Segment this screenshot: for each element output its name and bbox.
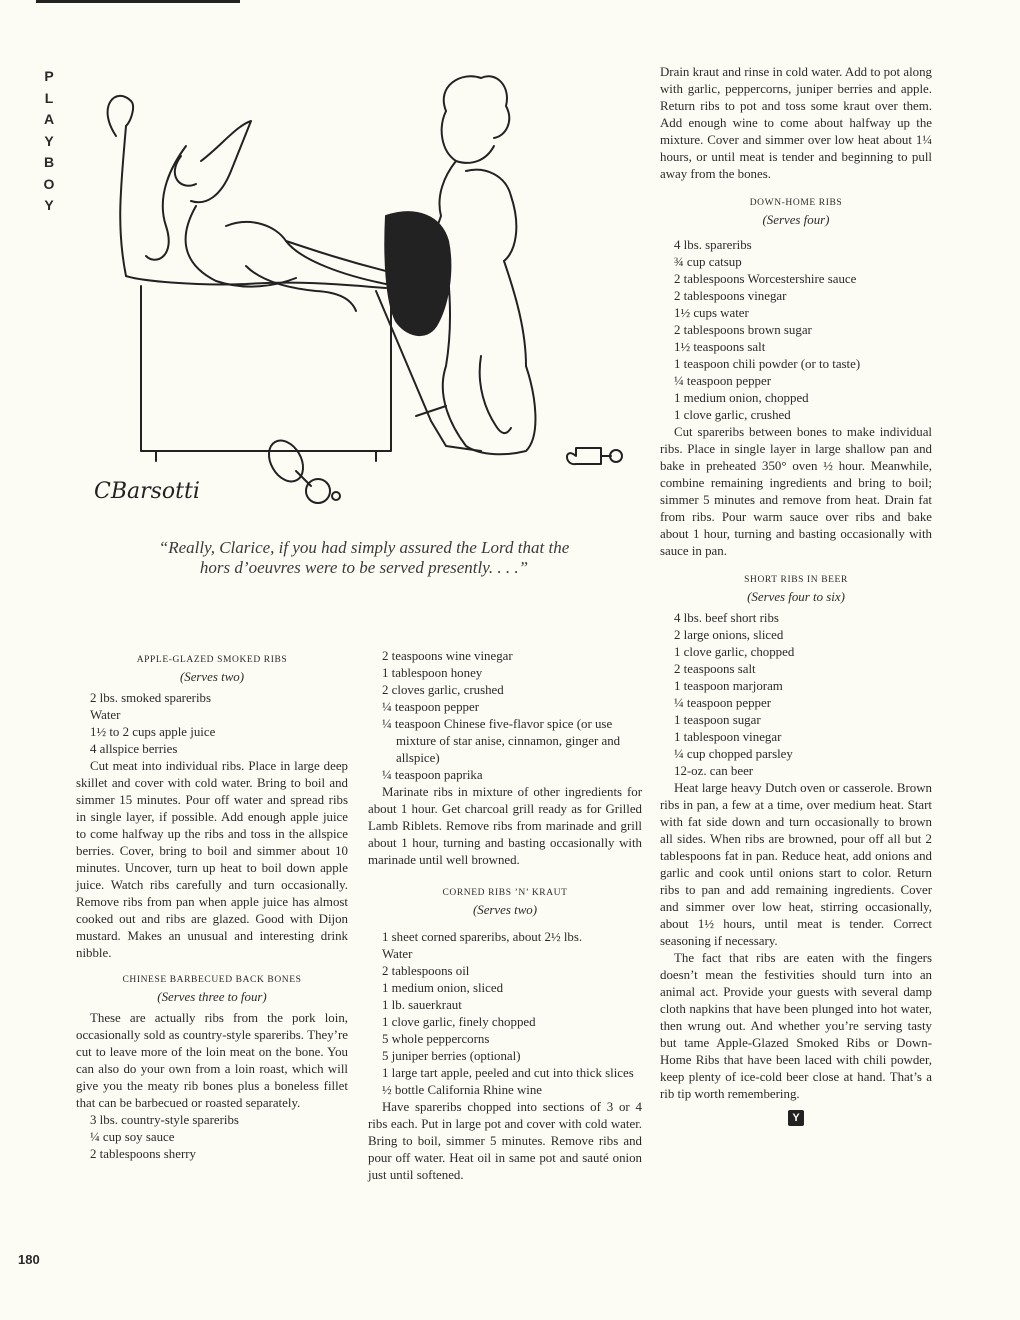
ingredient-list — [660, 237, 932, 424]
ingredient-item: ¼ teaspoon pepper — [674, 374, 772, 388]
recipe-serves: (Serves four) — [762, 213, 830, 227]
closing-paragraph: The fact that ribs are eaten with the fingers doesn’t mean the festivities should turn into an animal act. Provide your guests with several damp cloth napkins that have been plunged into hot water, then wrung out. And whether you’re serving tasty but tame Apple-Glazed Smoked Ribs or Down-Home Ribs that have been laced with chili powder, keep plenty of ice-cold beer close at hand. That’s a rib tip worth remembering. — [660, 951, 932, 1101]
ingredient-item: 1 medium onion, chopped — [674, 391, 809, 405]
ingredient-item: 1½ teaspoons salt — [674, 340, 766, 354]
ingredient-list — [368, 929, 642, 1099]
ingredient-item: 2 teaspoons salt — [674, 662, 756, 676]
recipe-serves: (Serves four to six) — [747, 590, 845, 604]
ingredient-item: ¼ teaspoon pepper — [674, 696, 772, 710]
cartoon-caption: “Really, Clarice, if you had simply assured the Lord that the hors d’oeuvres were to be served presently. . . .” — [158, 538, 570, 577]
ingredient-item: 4 lbs. beef short ribs — [674, 611, 779, 625]
end-mark-icon: Y — [788, 1110, 804, 1126]
ingredient-list — [368, 648, 642, 784]
column-2 — [368, 648, 642, 1184]
artist-signature: CBarsotti — [94, 479, 200, 504]
ingredient-item: 1 sheet corned spareribs, about 2½ lbs. — [382, 930, 583, 944]
ingredient-item: 1 teaspoon chili powder (or to taste) — [674, 357, 861, 371]
recipe-method: Cut spareribs between bones to make individual ribs. Place in single layer in large shallow pan and bake in preheated 350° oven ½ hour. Meanwhile, combine remaining ingredients and bring to boil; simmer 5 minutes and remove from heat. Drain fat from ribs. Pour warm sauce over ribs and bake about 1 hour, turning and basting occasionally with sauce in pan. — [660, 425, 932, 558]
recipe-serves: (Serves two) — [472, 903, 538, 917]
ingredient-item: ¼ cup soy sauce — [90, 1130, 175, 1144]
ingredient-item: ¾ cup catsup — [674, 255, 742, 269]
recipe-intro: These are actually ribs from the pork loin, occasionally sold as country-style spareribs. They’re cut to leave more of the loin meat on the bone. You can also do your own from a loin roast, which will give you the meaty rib bones plus a boneless fillet that can be barbecued or roasted separately. — [76, 1011, 348, 1110]
ingredient-item: ¼ teaspoon paprika — [382, 768, 483, 782]
recipe-title: CHINESE BARBECUED BACK BONES — [122, 975, 302, 985]
ingredient-item: 1 teaspoon sugar — [674, 713, 761, 727]
ingredient-item: 5 whole peppercorns — [382, 1032, 490, 1046]
ingredient-item: 2 large onions, sliced — [674, 628, 784, 642]
ingredient-item: 2 tablespoons vinegar — [674, 289, 787, 303]
ingredient-item: 4 allspice berries — [90, 742, 178, 756]
ingredient-list — [76, 1112, 348, 1163]
ingredient-item: 2 tablespoons brown sugar — [674, 323, 812, 337]
ingredient-item: 12-oz. can beer — [674, 764, 754, 778]
top-rule — [36, 0, 240, 3]
recipe-serves: (Serves two) — [179, 670, 245, 684]
recipe-title: CORNED RIBS ’N’ KRAUT — [442, 888, 568, 898]
ingredient-list — [660, 610, 932, 780]
ingredient-item: 1 clove garlic, finely chopped — [382, 1015, 536, 1029]
ingredient-item: 3 lbs. country-style spareribs — [90, 1113, 239, 1127]
ingredient-item: 1 tablespoon vinegar — [674, 730, 782, 744]
ingredient-item: Water — [90, 708, 121, 722]
ingredient-item: 1 tablespoon honey — [382, 666, 483, 680]
recipe-method: Have spareribs chopped into sections of 3 or 4 ribs each. Put in large pot and cover with cold water. Bring to boil, simmer 5 minutes. Remove ribs and pour off water. Heat oil in same pot and sauté onion just until softened. — [368, 1100, 642, 1182]
ingredient-item: ¼ teaspoon Chinese five-flavor spice (or use mixture of star anise, cinnamon, ginger and allspice) — [382, 717, 621, 765]
column-1 — [76, 648, 348, 1163]
ingredient-list — [76, 690, 348, 758]
ingredient-item: 5 juniper berries (optional) — [382, 1049, 521, 1063]
page-number: 180 — [18, 1252, 40, 1267]
column-3 — [660, 64, 932, 1126]
ingredient-item: 4 lbs. spareribs — [674, 238, 752, 252]
recipe-title: SHORT RIBS IN BEER — [744, 575, 848, 585]
ingredient-item: 2 tablespoons Worcestershire sauce — [674, 272, 857, 286]
ingredient-item: ½ bottle California Rhine wine — [382, 1083, 543, 1097]
ingredient-item: 2 cloves garlic, crushed — [382, 683, 504, 697]
ingredient-item: 1 medium onion, sliced — [382, 981, 504, 995]
ingredient-item: 1 large tart apple, peeled and cut into thick slices — [382, 1066, 634, 1080]
ingredient-item: 1 clove garlic, chopped — [674, 645, 795, 659]
ingredient-item: 1 teaspoon marjoram — [674, 679, 783, 693]
recipe-title: APPLE-GLAZED SMOKED RIBS — [136, 655, 288, 665]
recipe-method: Cut meat into individual ribs. Place in large deep skillet and cover with cold water. Bring to boil and simmer 15 minutes. Pour off water and spread ribs in single layer, if possible. Add enough apple juice to come halfway up the ribs and toss in the allspice berries. Cover, bring to boil and simmer about 10 minutes. Uncover, turn up heat to boil down apple juice. Watch ribs carefully and turn occasionally. Remove ribs from pan when apple juice has almost cooked out and ribs are glazed. Good with Dijon mustard. Makes an unusual and interesting drink nibble. — [76, 759, 348, 960]
ingredient-item: 2 lbs. smoked spareribs — [90, 691, 212, 705]
ingredient-item: 1½ cups water — [674, 306, 749, 320]
ingredient-item: Water — [382, 947, 413, 961]
ingredient-item: 1 clove garlic, crushed — [674, 408, 791, 422]
ingredient-item: ¼ teaspoon pepper — [382, 700, 480, 714]
ingredient-item: 2 tablespoons oil — [382, 964, 470, 978]
ingredient-item: 2 tablespoons sherry — [90, 1147, 196, 1161]
ingredient-item: 1 lb. sauerkraut — [382, 998, 462, 1012]
ingredient-item: 2 teaspoons wine vinegar — [382, 649, 513, 663]
cartoon-illustration — [86, 66, 646, 516]
ingredient-item: ¼ cup chopped parsley — [674, 747, 793, 761]
recipe-method: Marinate ribs in mixture of other ingredients for about 1 hour. Get charcoal grill ready as for Grilled Lamb Riblets. Remove ribs from marinade and grill about 1 hour, turning and basting occasionally with marinade until well browned. — [368, 785, 642, 867]
ingredient-item: 1½ to 2 cups apple juice — [90, 725, 216, 739]
recipe-title: DOWN-HOME RIBS — [749, 198, 843, 208]
recipe-method: Heat large heavy Dutch oven or casserole. Brown ribs in pan, a few at a time, over medium heat. Start with fat side down and turn occasionally to brown all sides. When ribs are browned, pour off all but 2 tablespoons fat in pan. Reduce heat, add onions and garlic and cook until onions start to color. Return ribs to pan and add remaining ingredients. Cover and simmer over low heat, stirring occasionally, about 1½ hours, until meat is tender. Correct seasoning if necessary. — [660, 781, 932, 948]
magazine-name-vertical: P L A Y B O Y — [43, 68, 55, 213]
recipe-method-continued: Drain kraut and rinse in cold water. Add to pot along with garlic, peppercorns, juniper berries and apple. Return ribs to pot and toss some kraut over them. Add enough wine to come about halfway up the mixture. Cover and simmer over low heat about 1¼ hours, or until meat is tender and beginning to pull away from the bones. — [660, 65, 932, 181]
recipe-serves: (Serves three to four) — [157, 990, 267, 1004]
